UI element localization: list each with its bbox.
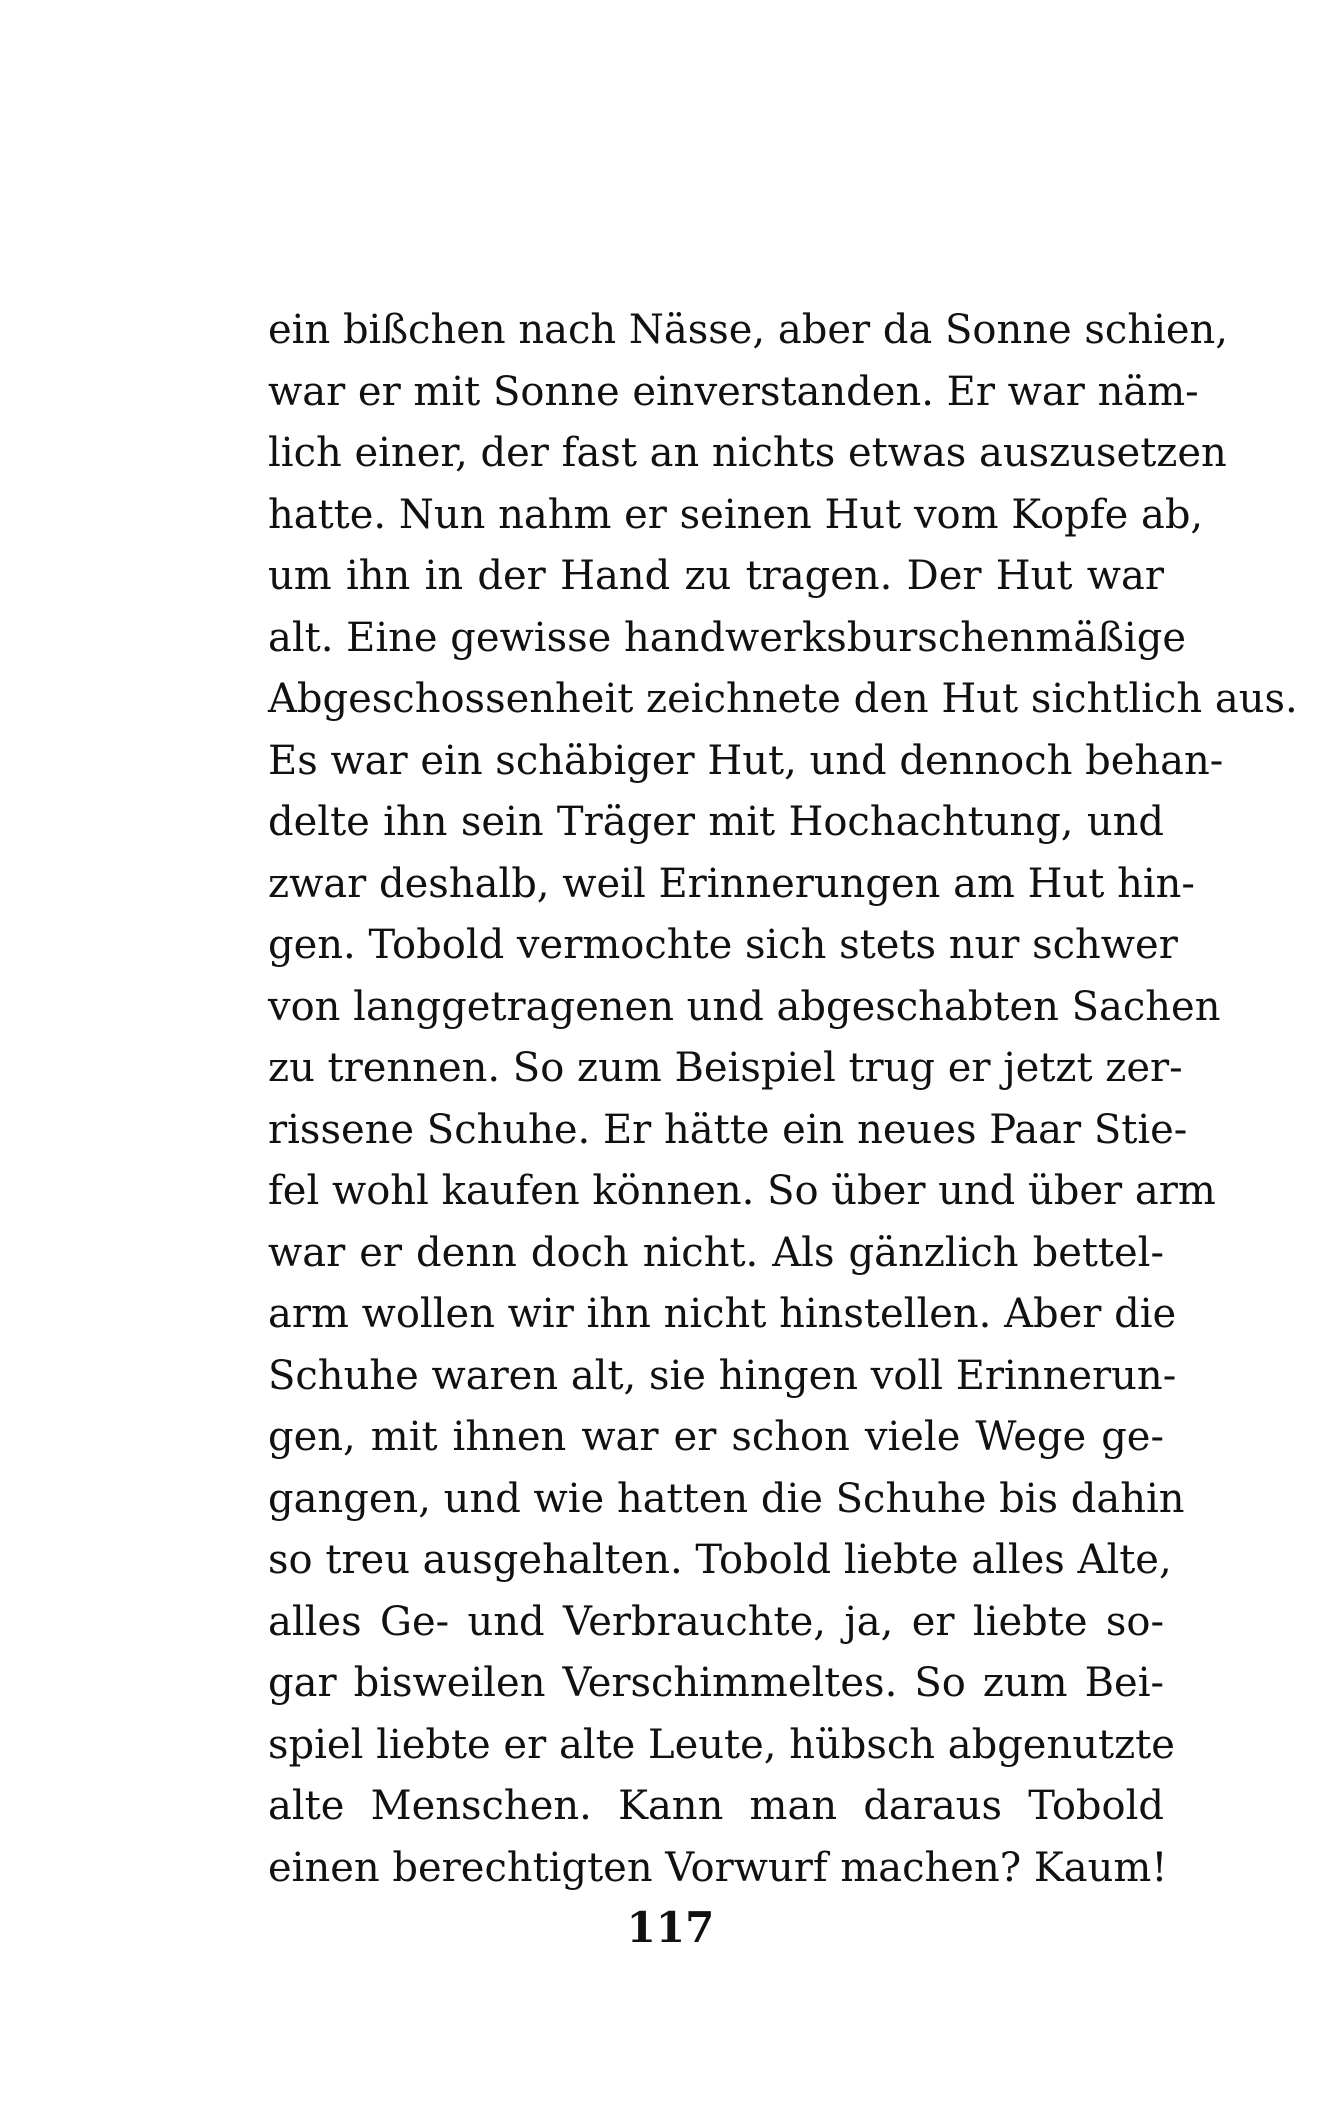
text-line: zu trennen. So zum Beispiel trug er jetzt zer- bbox=[268, 1045, 1183, 1091]
text-line: einen berechtigten Vorwurf machen? Kaum! bbox=[268, 1844, 1168, 1891]
text-line: war er denn doch nicht. Als gänzlich bettel- bbox=[268, 1229, 1164, 1276]
text-line: ein bißchen nach Nässe, aber da Sonne schien, bbox=[268, 307, 1229, 353]
text-line: gar bisweilen Verschimmeltes. So zum Bei- bbox=[268, 1660, 1164, 1706]
page-number: 117 bbox=[626, 1903, 715, 1952]
text-line: rissene Schuhe. Er hätte ein neues Paar Stie- bbox=[268, 1106, 1188, 1153]
text-line: Abgeschossenheit zeichnete den Hut sichtlich aus. bbox=[268, 676, 1298, 722]
text-line: alt. Eine gewisse handwerksburschenmäßige bbox=[268, 614, 1186, 661]
text-line: um ihn in der Hand zu tragen. Der Hut war bbox=[268, 553, 1164, 599]
text-line: gen. Tobold vermochte sich stets nur schwer bbox=[268, 922, 1178, 968]
text-line: fel wohl kaufen können. So über und über arm bbox=[268, 1168, 1216, 1214]
text-line: delte ihn sein Träger mit Hochachtung, und bbox=[268, 799, 1164, 845]
text-line: von langgetragenen und abgeschabten Sachen bbox=[268, 983, 1221, 1030]
text-line: hatte. Nun nahm er seinen Hut vom Kopfe ab, bbox=[268, 491, 1204, 538]
text-line: gen, mit ihnen war er schon viele Wege ge- bbox=[268, 1414, 1164, 1460]
text-line: alte Menschen. Kann man daraus Tobold bbox=[268, 1783, 1164, 1829]
text-line: spiel liebte er alte Leute, hübsch abgenutzte bbox=[268, 1721, 1175, 1768]
text-line: war er mit Sonne einverstanden. Er war näm- bbox=[268, 368, 1199, 415]
text-line: Schuhe waren alt, sie hingen voll Erinnerun- bbox=[268, 1352, 1177, 1399]
text-line: Es war ein schäbiger Hut, und dennoch behan- bbox=[268, 737, 1224, 784]
text-line: alles Ge- und Verbrauchte, ja, er liebte so- bbox=[268, 1598, 1164, 1645]
text-line: so treu ausgehalten. Tobold liebte alles Alte, bbox=[268, 1537, 1172, 1583]
body-text bbox=[268, 300, 1298, 1899]
text-line: lich einer, der fast an nichts etwas auszusetzen bbox=[268, 430, 1227, 476]
text-line: arm wollen wir ihn nicht hinstellen. Aber die bbox=[268, 1291, 1177, 1337]
text-line: gangen, und wie hatten die Schuhe bis dahin bbox=[268, 1475, 1185, 1522]
text-line: zwar deshalb, weil Erinnerungen am Hut hin- bbox=[268, 860, 1195, 907]
